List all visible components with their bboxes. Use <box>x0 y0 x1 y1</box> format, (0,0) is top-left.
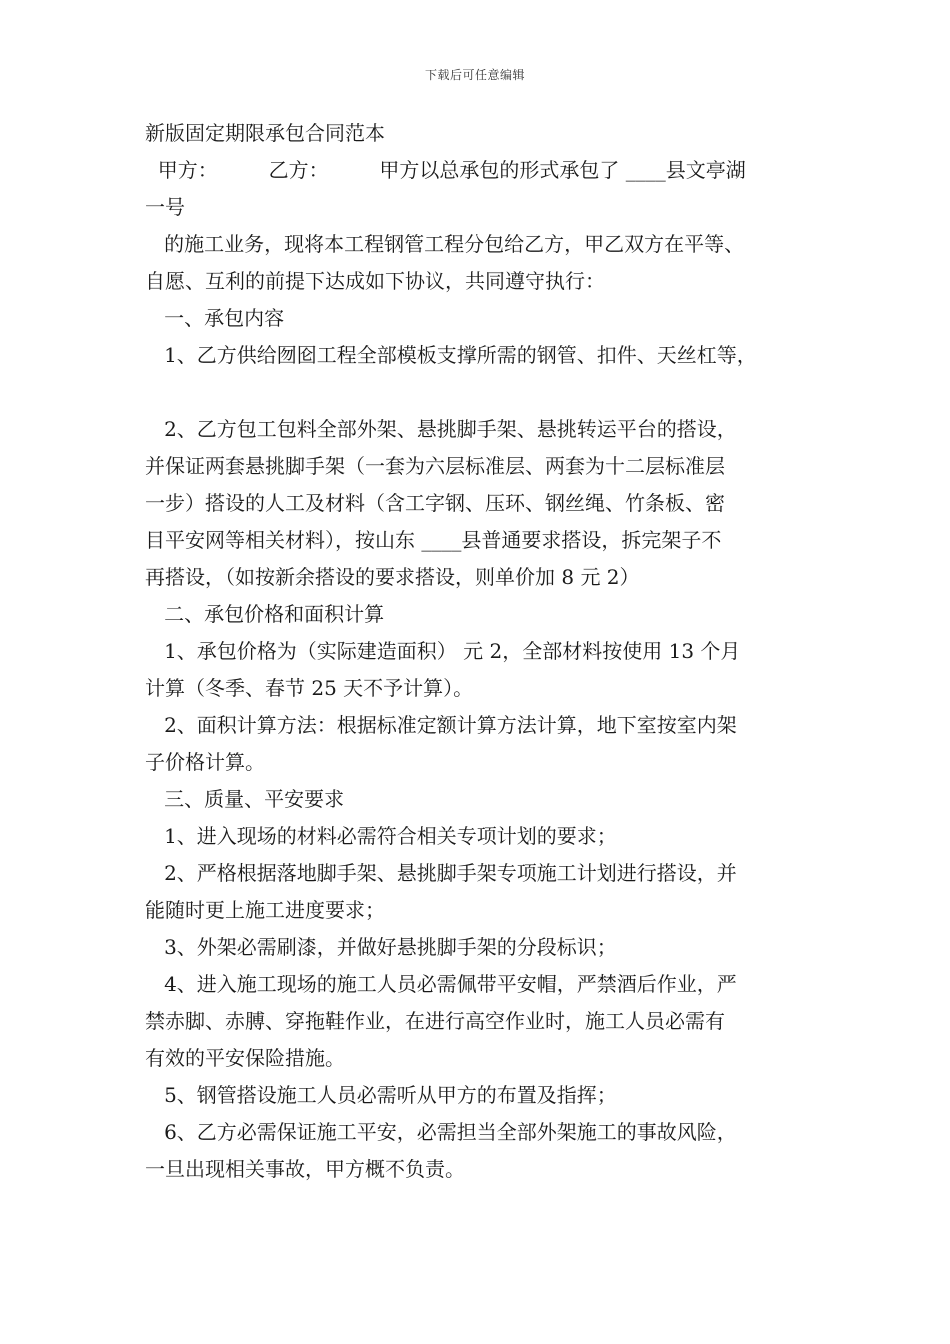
clause-1-2-cont: 一步）搭设的人工及材料（含工字钢、压环、钢丝绳、竹条板、密 <box>145 491 725 515</box>
clause-1-2-cont: 再搭设，（如按新余搭设的要求搭设，则单价加 8 元 2） <box>145 565 640 589</box>
clause-3-4-cont: 有效的平安保险措施。 <box>145 1046 345 1070</box>
clause-2-2: 2、面积计算方法：根据标准定额计算方法计算，地下室按室内架 <box>145 713 737 737</box>
clause-1-2-cont: 并保证两套悬挑脚手架（一套为六层标准层、两套为十二层标准层 <box>145 454 725 478</box>
line-party-intro: 甲方： 乙方： 甲方以总承包的形式承包了 ____县文亭湖 <box>145 158 746 182</box>
page-header-note: 下载后可任意编辑 <box>424 68 525 82</box>
clause-3-2-cont: 能随时更上施工进度要求； <box>145 898 385 922</box>
line-agreement: 自愿、互利的前提下达成如下协议，共同遵守执行： <box>145 269 605 293</box>
clause-1-2: 2、乙方包工包料全部外架、悬挑脚手架、悬挑转运平台的搭设， <box>145 417 737 441</box>
document-body <box>145 115 825 1188</box>
clause-2-1-cont: 计算（冬季、春节 25 天不予计算）。 <box>145 676 474 700</box>
section-heading-contract-content: 一、承包内容 <box>145 306 285 330</box>
blank-line <box>145 374 825 411</box>
line-scope: 的施工业务，现将本工程钢管工程分包给乙方，甲乙双方在平等、 <box>145 232 745 256</box>
clause-3-2: 2、严格根据落地脚手架、悬挑脚手架专项施工计划进行搭设，并 <box>145 861 737 885</box>
document-title: 新版固定期限承包合同范本 <box>145 121 385 145</box>
line-project-number: 一号 <box>145 195 185 219</box>
clause-1-1: 1、乙方供给囫囵工程全部模板支撑所需的钢管、扣件、天丝杠等， <box>145 343 757 367</box>
clause-3-3: 3、外架必需刷漆，并做好悬挑脚手架的分段标识； <box>145 935 617 959</box>
clause-3-1: 1、进入现场的材料必需符合相关专项计划的要求； <box>145 824 617 848</box>
clause-3-5: 5、钢管搭设施工人员必需听从甲方的布置及指挥； <box>145 1083 617 1107</box>
clause-3-6-cont: 一旦出现相关事故，甲方概不负责。 <box>145 1157 465 1181</box>
section-heading-price-area: 二、承包价格和面积计算 <box>145 602 385 626</box>
clause-1-2-cont: 目平安网等相关材料），按山东 ____县普通要求搭设，拆完架子不 <box>145 528 722 552</box>
section-heading-quality-safety: 三、质量、平安要求 <box>145 787 345 811</box>
clause-2-1: 1、承包价格为（实际建造面积） 元 2，全部材料按使用 13 个月 <box>145 639 741 663</box>
clause-2-2-cont: 子价格计算。 <box>145 750 265 774</box>
clause-3-4-cont: 禁赤脚、赤膊、穿拖鞋作业，在进行高空作业时，施工人员必需有 <box>145 1009 725 1033</box>
clause-3-4: 4、进入施工现场的施工人员必需佩带平安帽，严禁酒后作业，严 <box>145 972 737 996</box>
clause-3-6: 6、乙方必需保证施工平安，必需担当全部外架施工的事故风险， <box>145 1120 737 1144</box>
